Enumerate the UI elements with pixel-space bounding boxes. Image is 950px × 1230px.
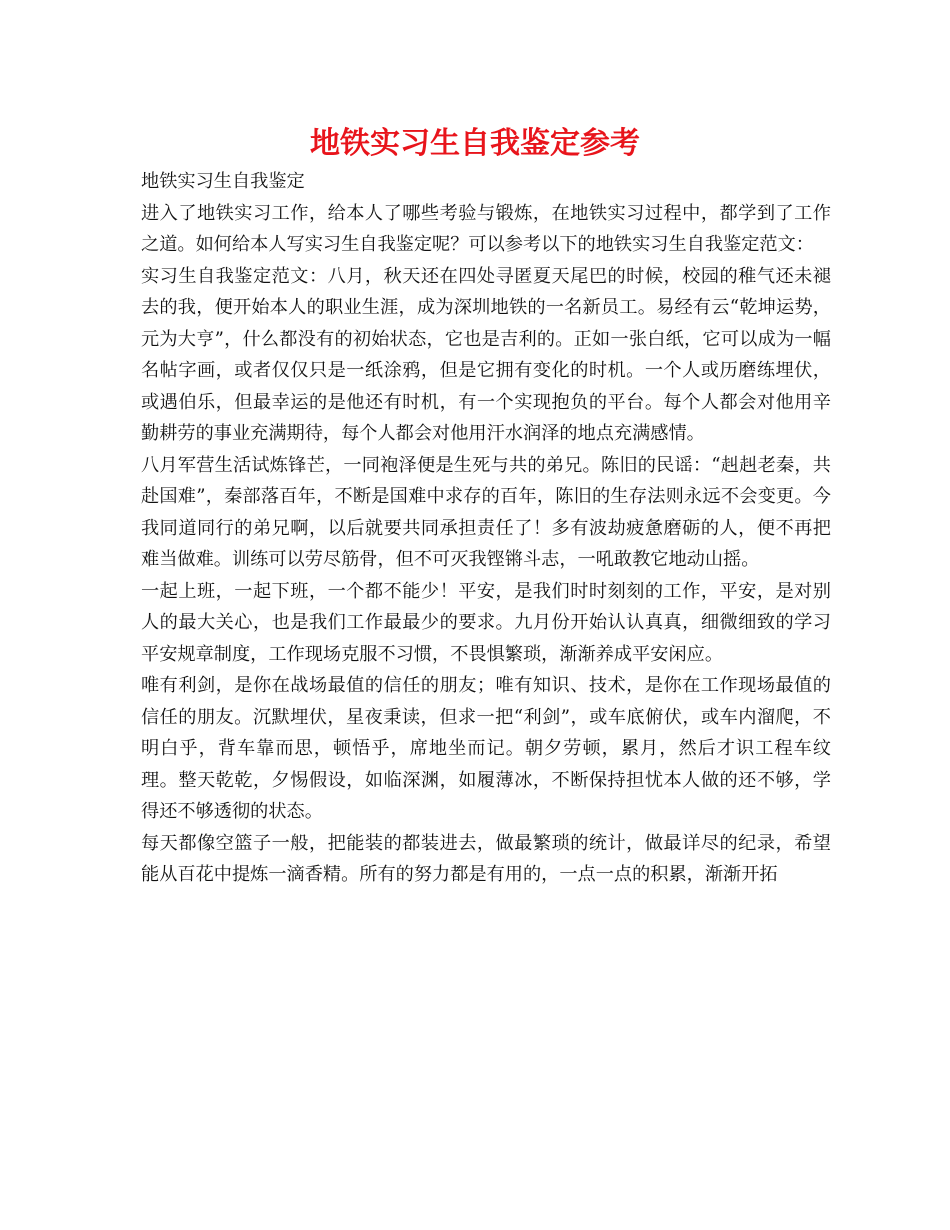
paragraph-intro: 进入了地铁实习工作，给本人了哪些考验与锻炼，在地铁实习过程中，都学到了工作之道。如何给本人写实习生自我鉴定呢？可以参考以下的地铁实习生自我鉴定范文： (141, 202, 831, 255)
paragraph-military-training: 八月军营生活试炼锋芒，一同袍泽便是生死与共的弟兄。陈旧的民谣：“赳赳老秦，共赴国难”，秦部落百年，不断是国难中求存的百年，陈旧的生存法则永远不会变更。今我同道同行的弟兄啊，以后就要共同承担责任了！多有波劫疲惫磨砺的人，便不再把难当做难。训练可以劳尽筋骨，但不可灭我铿锵斗志，一吼敢教它地动山摇。 (141, 454, 831, 570)
paragraph-august-start: 实习生自我鉴定范文：八月，秋天还在四处寻匿夏天尾巴的时候，校园的稚气还未褪去的我，便开始本人的职业生涯，成为深圳地铁的一名新员工。易经有云“乾坤运势，元为大亨”，什么都没有的初始状态，它也是吉利的。正如一张白纸，它可以成为一幅名帖字画，或者仅仅只是一纸涂鸦，但是它拥有变化的时机。一个人或历磨练埋伏，或遇伯乐，但最幸运的是他还有时机，有一个实现抱负的平台。每个人都会对他用辛勤耕劳的事业充满期待，每个人都会对他用汗水润泽的地点充满感情。 (141, 265, 831, 444)
paragraph-knowledge: 唯有利剑，是你在战场最值的信任的朋友；唯有知识、技术，是你在工作现场最值的信任的朋友。沉默埋伏，星夜秉读，但求一把“利剑”，或车底俯伏，或车内溜爬，不明白乎，背车靠而思，顿悟乎，席地坐而记。朝夕劳顿，累月，然后才识工程车纹理。整天乾乾，夕惕假设，如临深渊，如履薄冰，不断保持担忧本人做的还不够，学得还不够透彻的状态。 (141, 675, 831, 822)
document-title: 地铁实习生自我鉴定参考 (310, 126, 640, 161)
document-body (141, 166, 831, 891)
paragraph-subtitle: 地铁实习生自我鉴定 (141, 171, 305, 192)
paragraph-safety: 一起上班，一起下班，一个都不能少！平安，是我们时时刻刻的工作，平安，是对别人的最大关心，也是我们工作最最少的要求。九月份开始认认真真，细微细致的学习平安规章制度，工作现场克服不习惯，不畏惧繁琐，渐渐养成平安闲应。 (141, 580, 831, 665)
paragraph-daily-effort: 每天都像空篮子一般，把能装的都装进去，做最繁琐的统计，做最详尽的纪录，希望能从百花中提炼一滴香精。所有的努力都是有用的，一点一点的积累，渐渐开拓 (141, 832, 831, 885)
